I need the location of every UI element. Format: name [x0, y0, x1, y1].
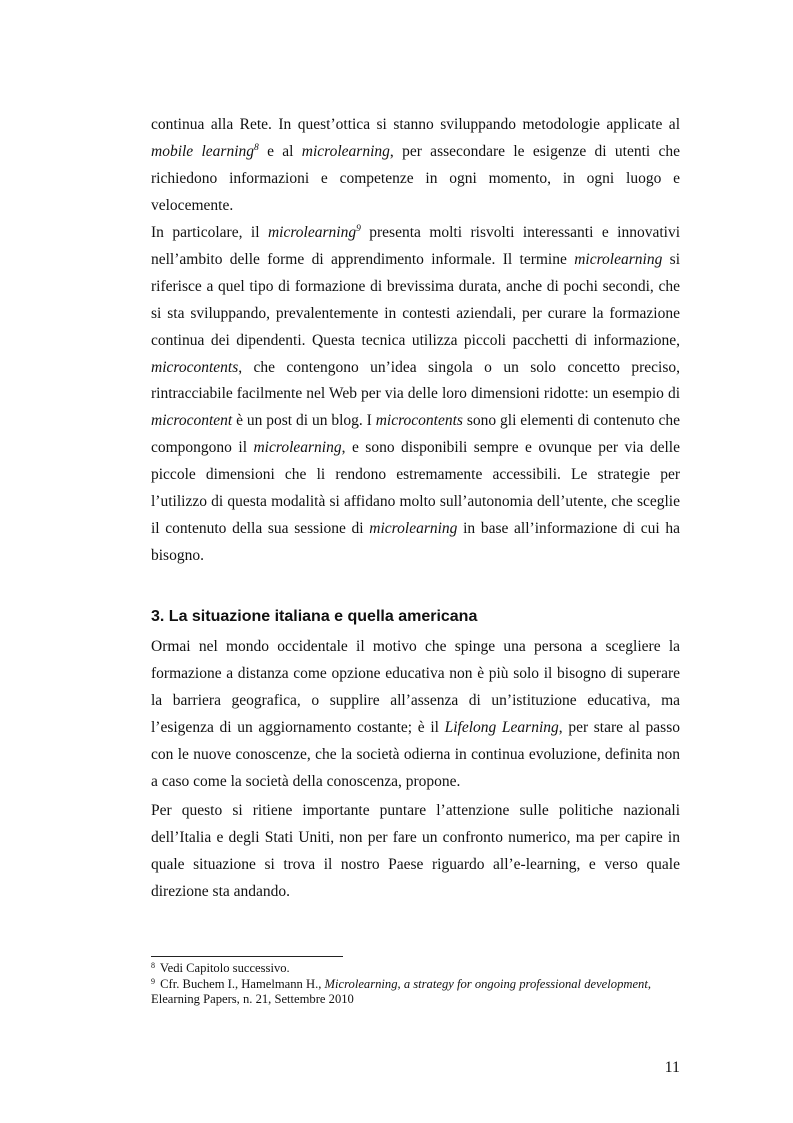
paragraph-mobile-learning — [151, 112, 680, 220]
footnote-8: $^8$ Vedi Capitolo successivo. — [151, 961, 290, 975]
paragraph-microlearning — [151, 220, 680, 570]
footnote-9: $^9$ Cfr. Buchem I., Hamelmann H., Microlearning, a strategy for ongoing professional development, Elearning Papers, n. 21, Settembre 2010 — [151, 976, 652, 1006]
footnote-ref-9[interactable]: 9 — [356, 224, 361, 234]
footnote-number: 9 — [151, 976, 155, 986]
footnote-number: 8 — [151, 961, 155, 970]
footnote-ref-8[interactable]: 8 — [254, 142, 259, 153]
paragraph-text: continua alla Rete. In quest’ottica si stanno sviluppando metodologie applicate al mobile learning$^8$ e al microlearning, per assecondare le esigenze di utenti che richiedono informazioni e competenze in ogni momento, in ogni luogo e velocemente. — [151, 116, 681, 214]
paragraph-lifelong-learning — [151, 634, 680, 795]
paragraph-text: Ormai nel mondo occidentale il motivo che spinge una persona a scegliere la formazione a distanza come opzione educativa non è più solo il bisogno di superare la barriera geografica, o supplire all’assenza di un’istituzione educativa, ma l’esigenza di un aggiornamento costante; è il Lifelong Learning, per stare al passo con le nuove conoscenze, che la società odierna in continua evoluzione, definita non a caso come la società della conoscenza, propone. — [151, 638, 680, 790]
page-number: 11 — [664, 1059, 680, 1076]
paragraph-text: Per questo si ritiene importante puntare l’attenzione sulle politiche nazionali dell’Italia e degli Stati Uniti, non per fare un confronto numerico, ma per capire in quale situazione si trova il nostro Paese riguardo all’e-learning, e verso quale direzione sta andando. — [151, 802, 680, 900]
section-heading: 3. La situazione italiana e quella americana — [151, 608, 478, 625]
paragraph-national-policies — [151, 798, 680, 906]
paragraph-text: In particolare, il microlearning$^9$ presenta molti risvolti interessanti e innovativi nell’ambito delle forme di apprendimento informale. Il termine microlearning si riferisce a quel tipo di formazione di brevissima durata, anche di pochi secondi, che si sta sviluppando, prevalentemente in contesti aziendali, per curare la formazione continua dei dipendenti. Questa tecnica utilizza piccoli pacchetti di informazione, microcontents, che contengono un’idea singola o un solo concetto preciso, rintracciabile facilmente nel Web per via delle loro dimensioni ridotte: un esempio di microcontent è un post di un blog. I microcontents sono gli elementi di contenuto che compongono il microlearning, e sono disponibili sempre e ovunque per via delle piccole dimensioni che li rendono estremamente accessibili. Le strategie per l’utilizzo di questa modalità si affidano molto sull’autonomia dell’utente, che sceglie il contenuto della sua sessione di microlearning in base all’informazione di cui ha bisogno. — [151, 224, 680, 564]
footnote-divider — [151, 956, 343, 957]
footnotes — [151, 961, 680, 1008]
